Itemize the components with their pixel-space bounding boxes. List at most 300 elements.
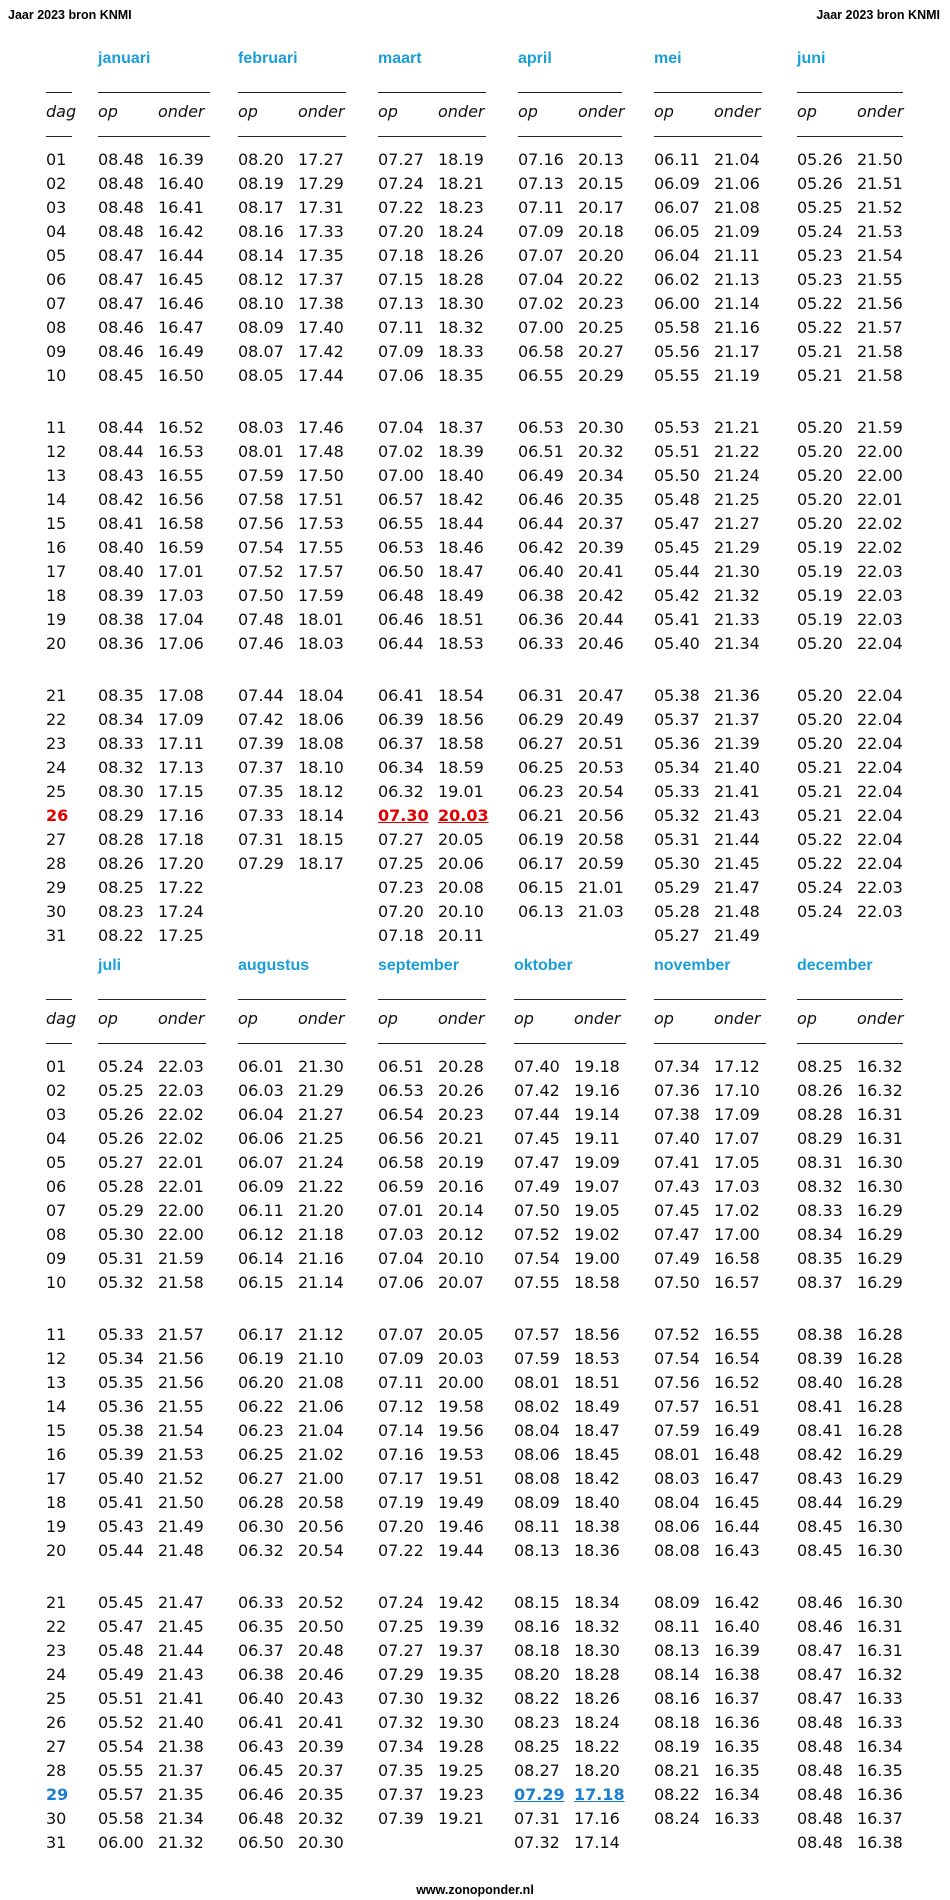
sunrise-time: 07.27 (378, 1641, 424, 1660)
sunrise-time: 05.41 (98, 1493, 144, 1512)
sunrise-time: 08.06 (654, 1517, 700, 1536)
sunset-time: 20.03 (438, 806, 489, 825)
sunrise-time: 06.37 (378, 734, 424, 753)
sunset-time: 16.52 (158, 418, 204, 437)
month-rule-bottom (654, 1043, 766, 1044)
sunset-time: 21.34 (158, 1809, 204, 1828)
sunset-time: 17.29 (298, 174, 344, 193)
sunrise-time: 05.24 (98, 1057, 144, 1076)
op-column-label: op (654, 102, 674, 121)
sunrise-time: 08.25 (797, 1057, 843, 1076)
sunset-time: 17.22 (158, 878, 204, 897)
sunrise-time: 05.58 (654, 318, 700, 337)
day-number: 22 (46, 710, 67, 729)
sunrise-time: 08.41 (797, 1397, 843, 1416)
sunrise-time: 05.49 (98, 1665, 144, 1684)
sunrise-time: 05.30 (654, 854, 700, 873)
sunset-time: 19.05 (574, 1201, 620, 1220)
sunrise-time: 07.11 (378, 1373, 424, 1392)
sunset-time: 17.31 (298, 198, 344, 217)
op-column-label: op (378, 1009, 398, 1028)
sunrise-time: 05.45 (98, 1593, 144, 1612)
sunset-time: 21.58 (158, 1273, 204, 1292)
sunrise-time: 06.40 (518, 562, 564, 581)
sunset-time: 17.06 (158, 634, 204, 653)
sunset-time: 19.46 (438, 1517, 484, 1536)
month-rule-bottom (378, 1043, 486, 1044)
sunset-time: 16.28 (857, 1397, 903, 1416)
sunrise-time: 07.27 (378, 830, 424, 849)
sunset-time: 19.30 (438, 1713, 484, 1732)
sunrise-time: 06.01 (238, 1057, 284, 1076)
sunrise-time: 06.09 (238, 1177, 284, 1196)
sunset-time: 20.59 (578, 854, 624, 873)
sunrise-time: 08.34 (797, 1225, 843, 1244)
sunrise-time: 07.09 (378, 342, 424, 361)
day-number: 20 (46, 1541, 67, 1560)
sunrise-time: 06.27 (238, 1469, 284, 1488)
sunrise-time: 06.04 (654, 246, 700, 265)
sunset-time: 18.04 (298, 686, 344, 705)
sunset-time: 22.03 (158, 1081, 204, 1100)
sunset-time: 18.53 (574, 1349, 620, 1368)
sunset-time: 18.49 (438, 586, 484, 605)
sunrise-time: 08.44 (98, 442, 144, 461)
sunset-time: 18.23 (438, 198, 484, 217)
sunset-time: 20.19 (438, 1153, 484, 1172)
sunset-time: 21.17 (714, 342, 760, 361)
sunrise-time: 06.25 (238, 1445, 284, 1464)
sunset-time: 16.29 (857, 1273, 903, 1292)
month-rule-bottom (797, 1043, 903, 1044)
sunrise-time: 06.04 (238, 1105, 284, 1124)
sunrise-time: 07.07 (378, 1325, 424, 1344)
month-rule-bottom (238, 1043, 346, 1044)
sunset-time: 21.52 (158, 1469, 204, 1488)
day-number: 19 (46, 1517, 67, 1536)
sunset-time: 18.39 (438, 442, 484, 461)
sunrise-time: 07.59 (654, 1421, 700, 1440)
sunrise-time: 07.30 (378, 806, 429, 825)
calendar-half-jan-jun (0, 0, 950, 945)
sunset-time: 17.18 (574, 1785, 625, 1804)
month-name-december: december (797, 957, 873, 974)
sunset-time: 21.56 (158, 1349, 204, 1368)
sunset-time: 19.07 (574, 1177, 620, 1196)
sunset-time: 16.29 (857, 1493, 903, 1512)
sunrise-time: 07.34 (654, 1057, 700, 1076)
sunrise-time: 08.35 (797, 1249, 843, 1268)
sunset-time: 19.56 (438, 1421, 484, 1440)
sunrise-time: 07.24 (378, 1593, 424, 1612)
month-name-maart: maart (378, 50, 422, 67)
sunrise-time: 07.42 (238, 710, 284, 729)
sunrise-time: 05.32 (654, 806, 700, 825)
sunset-time: 18.12 (298, 782, 344, 801)
sunrise-time: 08.48 (98, 150, 144, 169)
sunset-time: 20.26 (438, 1081, 484, 1100)
sunrise-time: 08.18 (514, 1641, 560, 1660)
sunrise-time: 05.20 (797, 734, 843, 753)
day-number: 23 (46, 734, 67, 753)
sunset-time: 19.53 (438, 1445, 484, 1464)
sunrise-time: 05.22 (797, 294, 843, 313)
sunrise-time: 07.24 (378, 174, 424, 193)
sunset-time: 21.56 (857, 294, 903, 313)
sunset-time: 20.05 (438, 1325, 484, 1344)
sunrise-time: 06.19 (518, 830, 564, 849)
sunrise-time: 06.15 (518, 878, 564, 897)
sunset-time: 21.29 (298, 1081, 344, 1100)
sunset-time: 20.37 (578, 514, 624, 533)
sunset-time: 18.37 (438, 418, 484, 437)
sunset-time: 16.58 (714, 1249, 760, 1268)
sunrise-time: 05.40 (98, 1469, 144, 1488)
sunset-time: 16.28 (857, 1421, 903, 1440)
day-number: 31 (46, 926, 67, 945)
day-number: 12 (46, 1349, 67, 1368)
sunset-time: 21.06 (714, 174, 760, 193)
sunrise-time: 05.42 (654, 586, 700, 605)
sunset-time: 16.47 (158, 318, 204, 337)
sunrise-time: 08.13 (514, 1541, 560, 1560)
day-number: 12 (46, 442, 67, 461)
sunset-time: 21.53 (857, 222, 903, 241)
sunset-time: 21.13 (714, 270, 760, 289)
sunset-time: 17.08 (158, 686, 204, 705)
sunset-time: 20.50 (298, 1617, 344, 1636)
sunrise-time: 06.36 (518, 610, 564, 629)
sunset-time: 21.22 (714, 442, 760, 461)
day-number: 11 (46, 1325, 67, 1344)
sunrise-time: 07.17 (378, 1469, 424, 1488)
sunset-time: 21.21 (714, 418, 760, 437)
sunset-time: 22.03 (857, 562, 903, 581)
sunrise-time: 06.20 (238, 1373, 284, 1392)
sunrise-time: 08.23 (514, 1713, 560, 1732)
sunrise-time: 07.37 (378, 1785, 424, 1804)
sunrise-time: 07.34 (378, 1737, 424, 1756)
onder-column-label: onder (857, 102, 904, 121)
day-number: 30 (46, 902, 67, 921)
sunset-time: 21.06 (298, 1397, 344, 1416)
sunset-time: 22.03 (857, 878, 903, 897)
sunrise-time: 07.36 (654, 1081, 700, 1100)
sunrise-time: 07.00 (378, 466, 424, 485)
sunrise-time: 08.43 (797, 1469, 843, 1488)
sunset-time: 20.22 (578, 270, 624, 289)
sunset-time: 22.00 (158, 1201, 204, 1220)
sunset-time: 20.47 (578, 686, 624, 705)
month-name-juni: juni (797, 50, 826, 67)
day-number: 15 (46, 1421, 67, 1440)
sunrise-time: 07.03 (378, 1225, 424, 1244)
sunset-time: 22.03 (857, 586, 903, 605)
sunset-time: 16.31 (857, 1105, 903, 1124)
sunset-time: 18.36 (574, 1541, 620, 1560)
month-rule-bottom (238, 136, 346, 137)
footer-website: www.zonoponder.nl (416, 1883, 534, 1897)
sunset-time: 20.12 (438, 1225, 484, 1244)
sunrise-time: 05.24 (797, 902, 843, 921)
sunrise-time: 05.47 (654, 514, 700, 533)
sunset-time: 19.49 (438, 1493, 484, 1512)
sunrise-time: 07.47 (514, 1153, 560, 1172)
sunrise-time: 05.20 (797, 490, 843, 509)
sunrise-time: 07.52 (514, 1225, 560, 1244)
sunset-time: 16.40 (714, 1617, 760, 1636)
sunset-time: 21.09 (714, 222, 760, 241)
sunset-time: 20.42 (578, 586, 624, 605)
sunrise-time: 05.44 (98, 1541, 144, 1560)
sunrise-time: 08.41 (98, 514, 144, 533)
month-name-mei: mei (654, 50, 682, 67)
sunrise-time: 08.48 (797, 1785, 843, 1804)
sunrise-time: 06.00 (654, 294, 700, 313)
sunset-time: 21.37 (714, 710, 760, 729)
sunrise-time: 07.52 (238, 562, 284, 581)
sunset-time: 20.08 (438, 878, 484, 897)
sunset-time: 21.55 (158, 1397, 204, 1416)
sunset-time: 19.14 (574, 1105, 620, 1124)
sunset-time: 16.31 (857, 1617, 903, 1636)
sunset-time: 21.56 (158, 1373, 204, 1392)
sunset-time: 21.27 (298, 1105, 344, 1124)
sunset-time: 20.00 (438, 1373, 484, 1392)
sunrise-time: 06.41 (378, 686, 424, 705)
sunrise-time: 07.11 (378, 318, 424, 337)
sunset-time: 20.15 (578, 174, 624, 193)
sunrise-time: 05.28 (98, 1177, 144, 1196)
sunset-time: 17.12 (714, 1057, 760, 1076)
day-number: 06 (46, 1177, 67, 1196)
sunrise-time: 06.48 (238, 1809, 284, 1828)
day-number: 05 (46, 1153, 67, 1172)
sunrise-time: 07.20 (378, 222, 424, 241)
sunrise-time: 06.54 (378, 1105, 424, 1124)
day-number: 16 (46, 538, 67, 557)
sunrise-time: 08.45 (98, 366, 144, 385)
sunrise-time: 06.33 (518, 634, 564, 653)
sunrise-time: 06.42 (518, 538, 564, 557)
sunrise-time: 07.37 (238, 758, 284, 777)
sunrise-time: 07.18 (378, 926, 424, 945)
sunset-time: 16.33 (857, 1689, 903, 1708)
day-number: 09 (46, 342, 67, 361)
sunrise-time: 06.57 (378, 490, 424, 509)
sunset-time: 18.56 (574, 1325, 620, 1344)
sunrise-time: 06.38 (518, 586, 564, 605)
sunset-time: 20.10 (438, 902, 484, 921)
month-name-september: september (378, 957, 459, 974)
sunset-time: 20.46 (298, 1665, 344, 1684)
sunrise-time: 07.29 (238, 854, 284, 873)
sunrise-time: 05.28 (654, 902, 700, 921)
sunset-time: 16.50 (158, 366, 204, 385)
sunset-time: 18.28 (438, 270, 484, 289)
sunset-time: 20.11 (438, 926, 484, 945)
sunrise-time: 07.38 (654, 1105, 700, 1124)
sunset-time: 20.03 (438, 1349, 484, 1368)
sunset-time: 21.32 (158, 1833, 204, 1852)
sunset-time: 18.20 (574, 1761, 620, 1780)
sunset-time: 18.47 (438, 562, 484, 581)
sunset-time: 20.58 (578, 830, 624, 849)
sunrise-time: 07.04 (378, 418, 424, 437)
sunset-time: 18.10 (298, 758, 344, 777)
sunset-time: 19.02 (574, 1225, 620, 1244)
sunrise-time: 08.47 (797, 1665, 843, 1684)
sunset-time: 21.14 (714, 294, 760, 313)
sunrise-time: 08.18 (654, 1713, 700, 1732)
sunset-time: 21.44 (158, 1641, 204, 1660)
sunset-time: 18.30 (438, 294, 484, 313)
sunrise-time: 05.34 (654, 758, 700, 777)
sunset-time: 19.16 (574, 1081, 620, 1100)
sunset-time: 20.54 (578, 782, 624, 801)
sunrise-time: 08.01 (514, 1373, 560, 1392)
op-column-label: op (797, 102, 817, 121)
sunset-time: 19.37 (438, 1641, 484, 1660)
sunset-time: 20.56 (578, 806, 624, 825)
sunset-time: 21.24 (714, 466, 760, 485)
sunrise-time: 07.49 (654, 1249, 700, 1268)
sunset-time: 18.24 (574, 1713, 620, 1732)
sunset-time: 18.17 (298, 854, 344, 873)
sunrise-time: 07.11 (518, 198, 564, 217)
sunrise-time: 05.19 (797, 586, 843, 605)
sunset-time: 18.46 (438, 538, 484, 557)
sunset-time: 19.58 (438, 1397, 484, 1416)
sunset-time: 16.45 (714, 1493, 760, 1512)
sunset-time: 22.03 (857, 902, 903, 921)
sunrise-time: 06.00 (98, 1833, 144, 1852)
sunset-time: 22.00 (857, 442, 903, 461)
sunrise-time: 06.53 (378, 1081, 424, 1100)
sunrise-time: 07.14 (378, 1421, 424, 1440)
day-number: 21 (46, 686, 67, 705)
sunrise-time: 08.47 (98, 246, 144, 265)
sunrise-time: 08.32 (797, 1177, 843, 1196)
sunrise-time: 07.47 (654, 1225, 700, 1244)
sunset-time: 16.33 (857, 1713, 903, 1732)
month-rule-top (654, 999, 766, 1000)
month-rule-bottom (378, 136, 486, 137)
sunrise-time: 06.30 (238, 1517, 284, 1536)
sunset-time: 18.21 (438, 174, 484, 193)
sunset-time: 17.00 (714, 1225, 760, 1244)
sunrise-time: 05.27 (98, 1153, 144, 1172)
op-column-label: op (518, 102, 538, 121)
dag-rule-top (46, 92, 72, 93)
sunrise-time: 06.07 (238, 1153, 284, 1172)
day-number: 01 (46, 150, 67, 169)
sunrise-time: 08.02 (514, 1397, 560, 1416)
day-number: 04 (46, 222, 67, 241)
sunset-time: 20.35 (578, 490, 624, 509)
sunrise-time: 08.36 (98, 634, 144, 653)
day-number: 22 (46, 1617, 67, 1636)
day-number: 03 (46, 1105, 67, 1124)
sunrise-time: 08.14 (238, 246, 284, 265)
sunrise-time: 05.22 (797, 830, 843, 849)
sunrise-time: 06.45 (238, 1761, 284, 1780)
sunset-time: 21.43 (158, 1665, 204, 1684)
month-name-februari: februari (238, 50, 298, 67)
sunrise-time: 08.46 (98, 342, 144, 361)
sunrise-time: 08.47 (797, 1689, 843, 1708)
sunrise-time: 08.40 (98, 538, 144, 557)
day-number: 20 (46, 634, 67, 653)
sunset-time: 21.20 (298, 1201, 344, 1220)
sunset-time: 16.36 (714, 1713, 760, 1732)
sunset-time: 16.54 (714, 1349, 760, 1368)
sunrise-time: 06.48 (378, 586, 424, 605)
day-number: 06 (46, 270, 67, 289)
day-number: 18 (46, 586, 67, 605)
day-number: 02 (46, 1081, 67, 1100)
sunset-time: 21.54 (158, 1421, 204, 1440)
sunset-time: 17.27 (298, 150, 344, 169)
day-number: 10 (46, 1273, 67, 1292)
sunrise-time: 08.08 (654, 1541, 700, 1560)
sunset-time: 16.48 (714, 1445, 760, 1464)
month-name-juli: juli (98, 957, 122, 974)
sunset-time: 16.52 (714, 1373, 760, 1392)
sunrise-time: 08.28 (98, 830, 144, 849)
sunrise-time: 07.00 (518, 318, 564, 337)
sunrise-time: 05.50 (654, 466, 700, 485)
day-number: 29 (46, 1785, 69, 1804)
sunset-time: 21.30 (714, 562, 760, 581)
sunrise-time: 07.40 (514, 1057, 560, 1076)
sunrise-time: 08.26 (797, 1081, 843, 1100)
sunrise-time: 08.08 (514, 1469, 560, 1488)
sunrise-time: 05.20 (797, 710, 843, 729)
day-number: 02 (46, 174, 67, 193)
sunrise-time: 08.47 (797, 1641, 843, 1660)
sunrise-time: 07.52 (654, 1325, 700, 1344)
sunrise-time: 05.20 (797, 634, 843, 653)
sunset-time: 17.02 (714, 1201, 760, 1220)
sunrise-time: 06.53 (378, 538, 424, 557)
sunrise-time: 08.11 (654, 1617, 700, 1636)
sunrise-time: 07.59 (514, 1349, 560, 1368)
sunrise-time: 08.48 (797, 1809, 843, 1828)
sunrise-time: 07.30 (378, 1689, 424, 1708)
sunrise-time: 05.57 (98, 1785, 144, 1804)
sunset-time: 22.04 (857, 854, 903, 873)
sunrise-time: 05.56 (654, 342, 700, 361)
day-number: 18 (46, 1493, 67, 1512)
sunrise-time: 05.37 (654, 710, 700, 729)
sunset-time: 20.39 (298, 1737, 344, 1756)
sunrise-time: 07.27 (378, 150, 424, 169)
month-rule-bottom (98, 136, 210, 137)
sunset-time: 21.45 (158, 1617, 204, 1636)
sunset-time: 21.47 (714, 878, 760, 897)
sunset-time: 18.42 (438, 490, 484, 509)
sunset-time: 21.58 (857, 342, 903, 361)
sunset-time: 17.48 (298, 442, 344, 461)
onder-column-label: onder (857, 1009, 904, 1028)
sunrise-time: 08.48 (98, 198, 144, 217)
op-column-label: op (98, 102, 118, 121)
sunset-time: 21.48 (714, 902, 760, 921)
sunrise-time: 05.32 (98, 1273, 144, 1292)
sunset-time: 16.36 (857, 1785, 903, 1804)
sunset-time: 20.07 (438, 1273, 484, 1292)
